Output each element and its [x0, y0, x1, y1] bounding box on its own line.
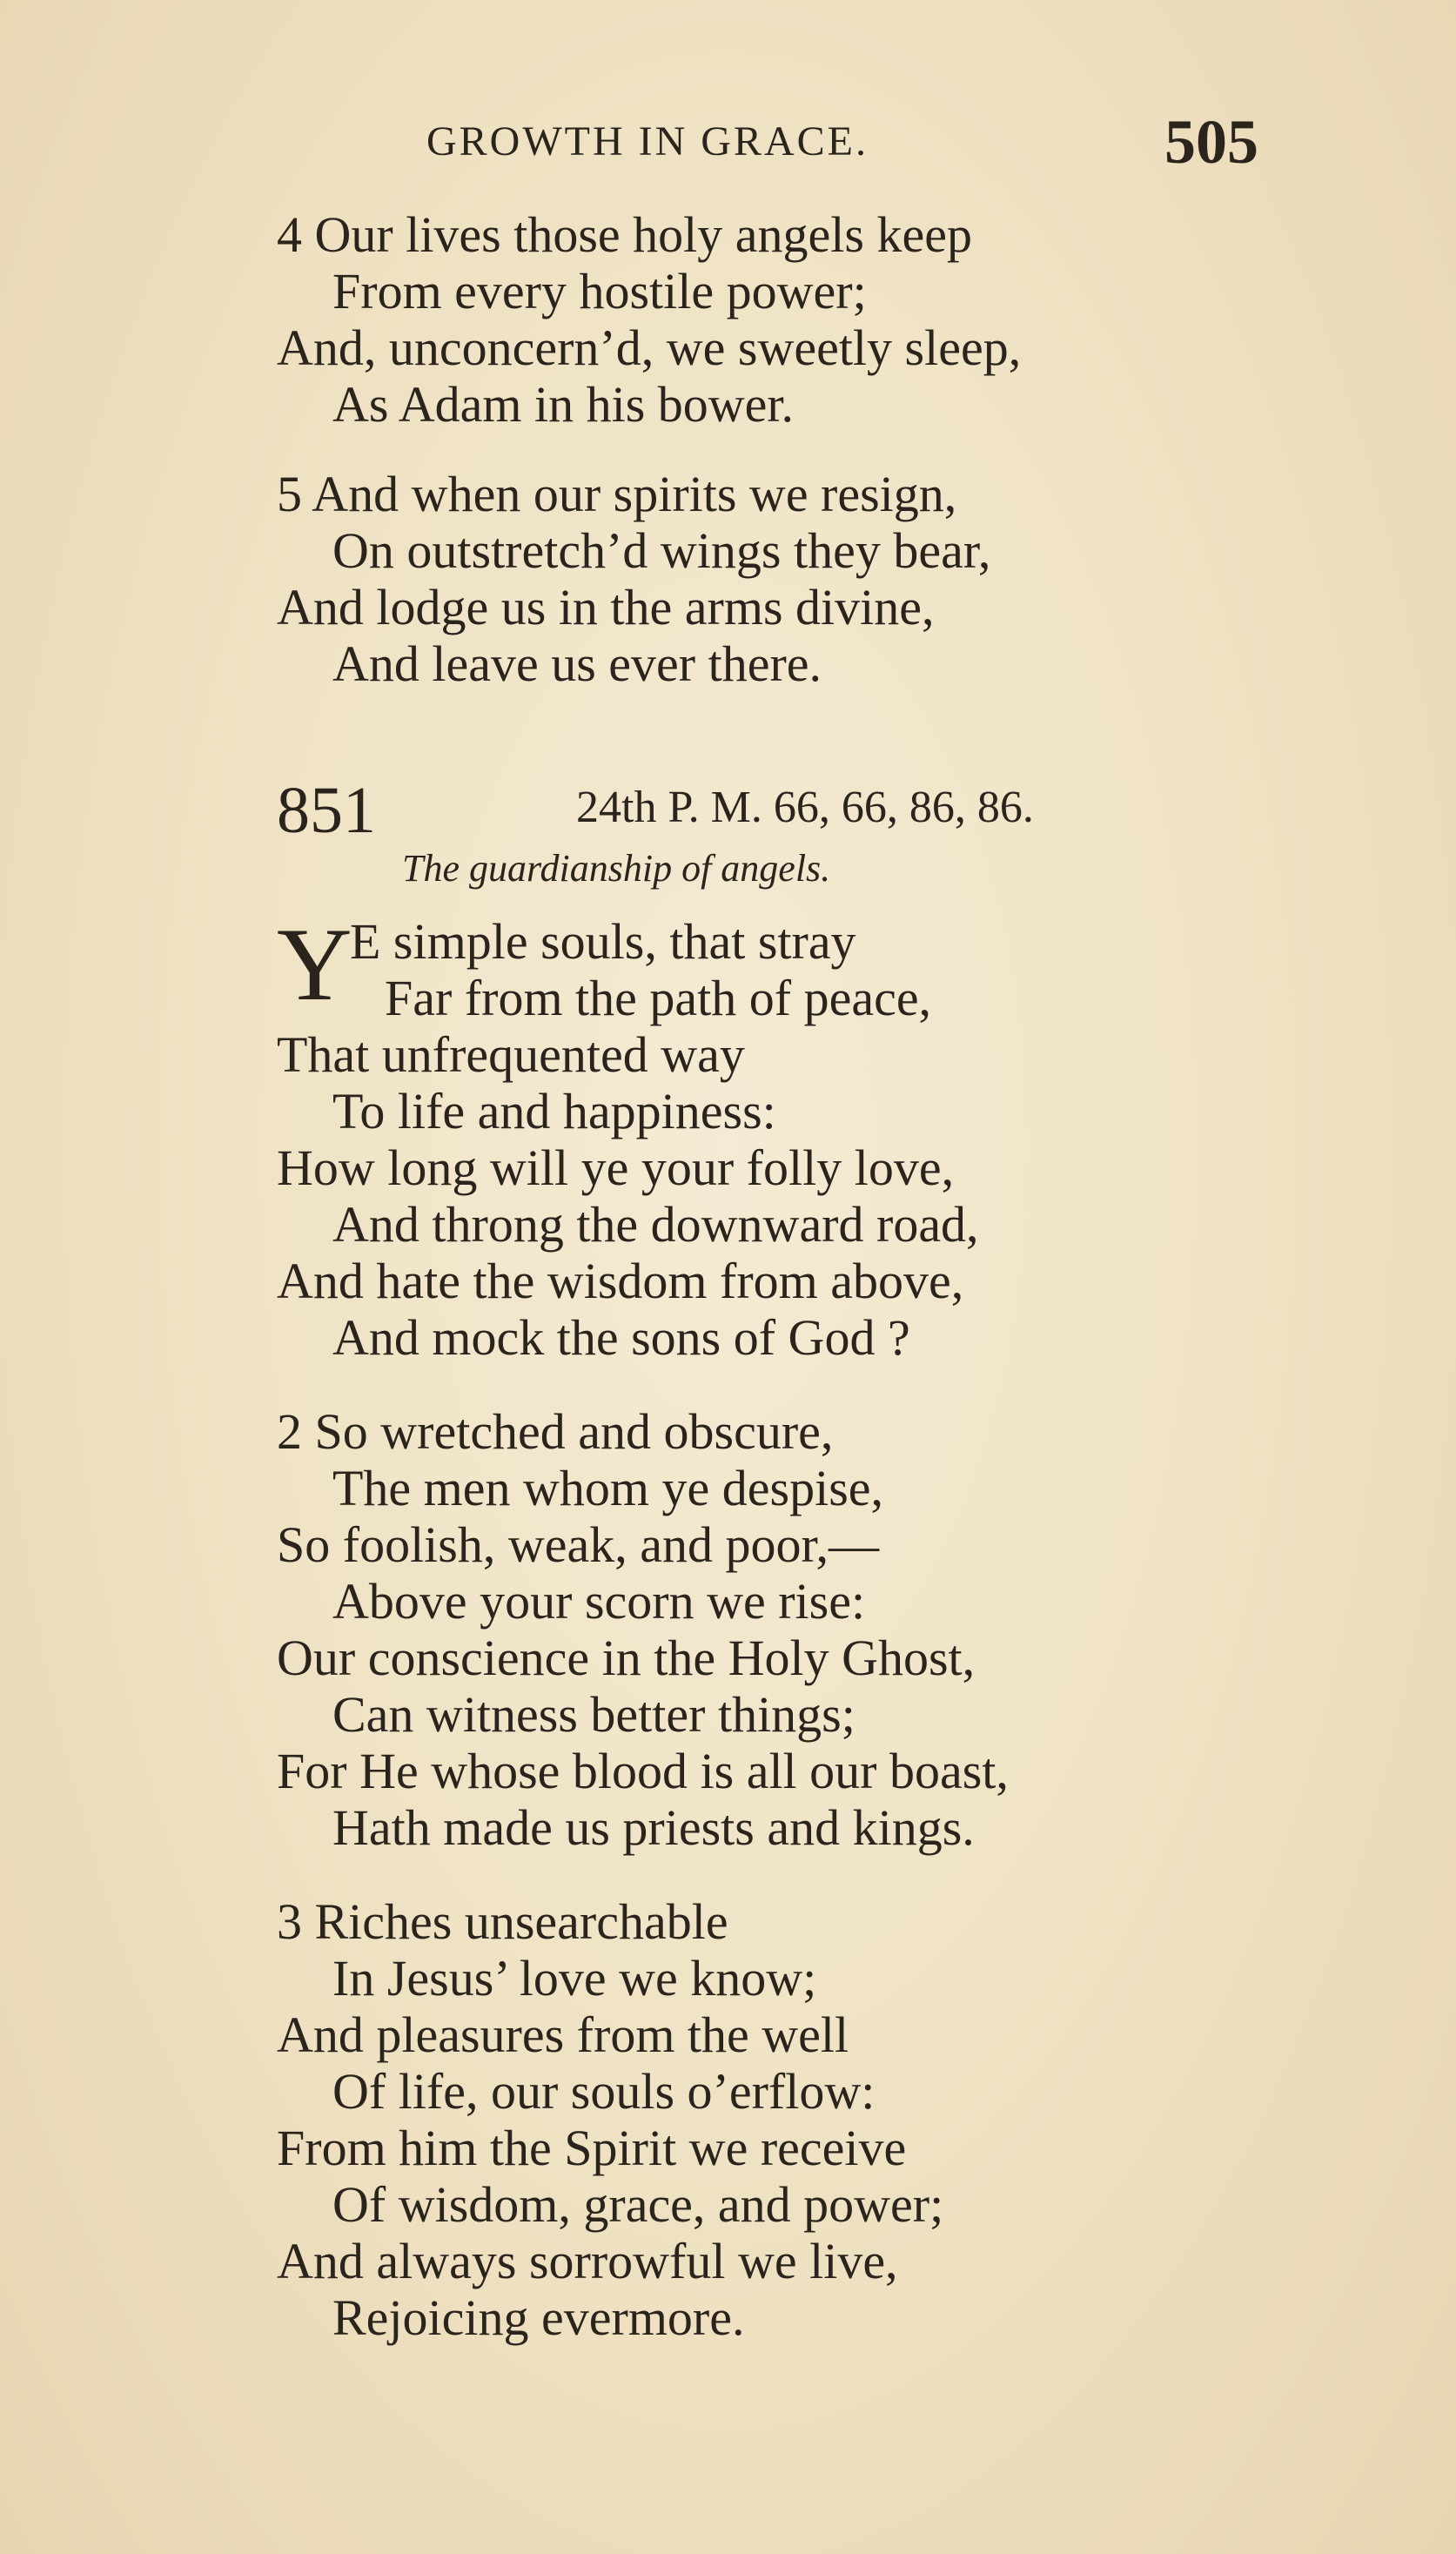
stanza-5-line-1: 5 And when our spirits we resign, — [277, 466, 957, 522]
stanza-1-line-8: And mock the sons of God ? — [332, 1309, 910, 1366]
stanza-2-line-2: The men whom ye despise, — [332, 1460, 884, 1516]
stanza-2-line-6: Can witness better things; — [332, 1686, 855, 1743]
stanza-1-line-4: To life and happiness: — [332, 1083, 776, 1139]
stanza-2-line-8: Hath made us priests and kings. — [332, 1799, 975, 1856]
stanza-5-line-4: And leave us ever there. — [332, 635, 822, 692]
stanza-2-line-7: For He whose blood is all our boast, — [277, 1743, 1009, 1799]
stanza-5-line-2: On outstretch’d wings they bear, — [332, 522, 991, 579]
stanza-5-line-3: And lodge us in the arms divine, — [277, 579, 935, 635]
stanza-2-line-5: Our conscience in the Holy Ghost, — [277, 1630, 976, 1686]
stanza-1-line-5: How long will ye your folly love, — [277, 1139, 955, 1196]
stanza-2-line-3: So foolish, weak, and poor,— — [277, 1516, 879, 1573]
stanza-4-line-1: 4 Our lives those holy angels keep — [277, 206, 972, 263]
stanza-3-line-8: Rejoicing evermore. — [332, 2289, 745, 2346]
stanza-4-line-2: From every hostile power; — [332, 263, 867, 319]
stanza-3-line-5: From him the Spirit we receive — [277, 2120, 907, 2176]
hymn-meter: 24th P. M. 66, 66, 86, 86. — [576, 783, 1034, 832]
stanza-1-line-1: E simple souls, that stray — [350, 913, 856, 970]
stanza-3-line-1: 3 Riches unsearchable — [277, 1893, 728, 1950]
stanza-3-line-6: Of wisdom, grace, and power; — [332, 2176, 944, 2233]
page-number: 505 — [1164, 107, 1258, 177]
stanza-2-line-1: 2 So wretched and obscure, — [277, 1403, 834, 1460]
hymn-number: 851 — [277, 774, 376, 847]
stanza-4-line-4: As Adam in his bower. — [332, 376, 795, 433]
stanza-3-line-4: Of life, our souls o’erflow: — [332, 2063, 876, 2120]
stanza-1-line-7: And hate the wisdom from above, — [277, 1253, 964, 1309]
stanza-3-line-2: In Jesus’ love we know; — [332, 1950, 817, 2006]
stanza-3-line-3: And pleasures from the well — [277, 2006, 849, 2063]
stanza-2-line-4: Above your scorn we rise: — [332, 1573, 866, 1630]
running-head: GROWTH IN GRACE. — [426, 118, 869, 165]
stanza-4-line-3: And, unconcern’d, we sweetly sleep, — [277, 319, 1022, 376]
stanza-3-line-7: And always sorrowful we live, — [277, 2233, 898, 2289]
stanza-1-line-6: And throng the downward road, — [332, 1196, 979, 1253]
drop-cap: Y — [277, 906, 352, 1022]
stanza-1-line-3: That unfrequented way — [277, 1026, 745, 1083]
hymn-title: The guardianship of angels. — [402, 847, 831, 890]
stanza-1-line-2: Far from the path of peace, — [385, 970, 932, 1026]
